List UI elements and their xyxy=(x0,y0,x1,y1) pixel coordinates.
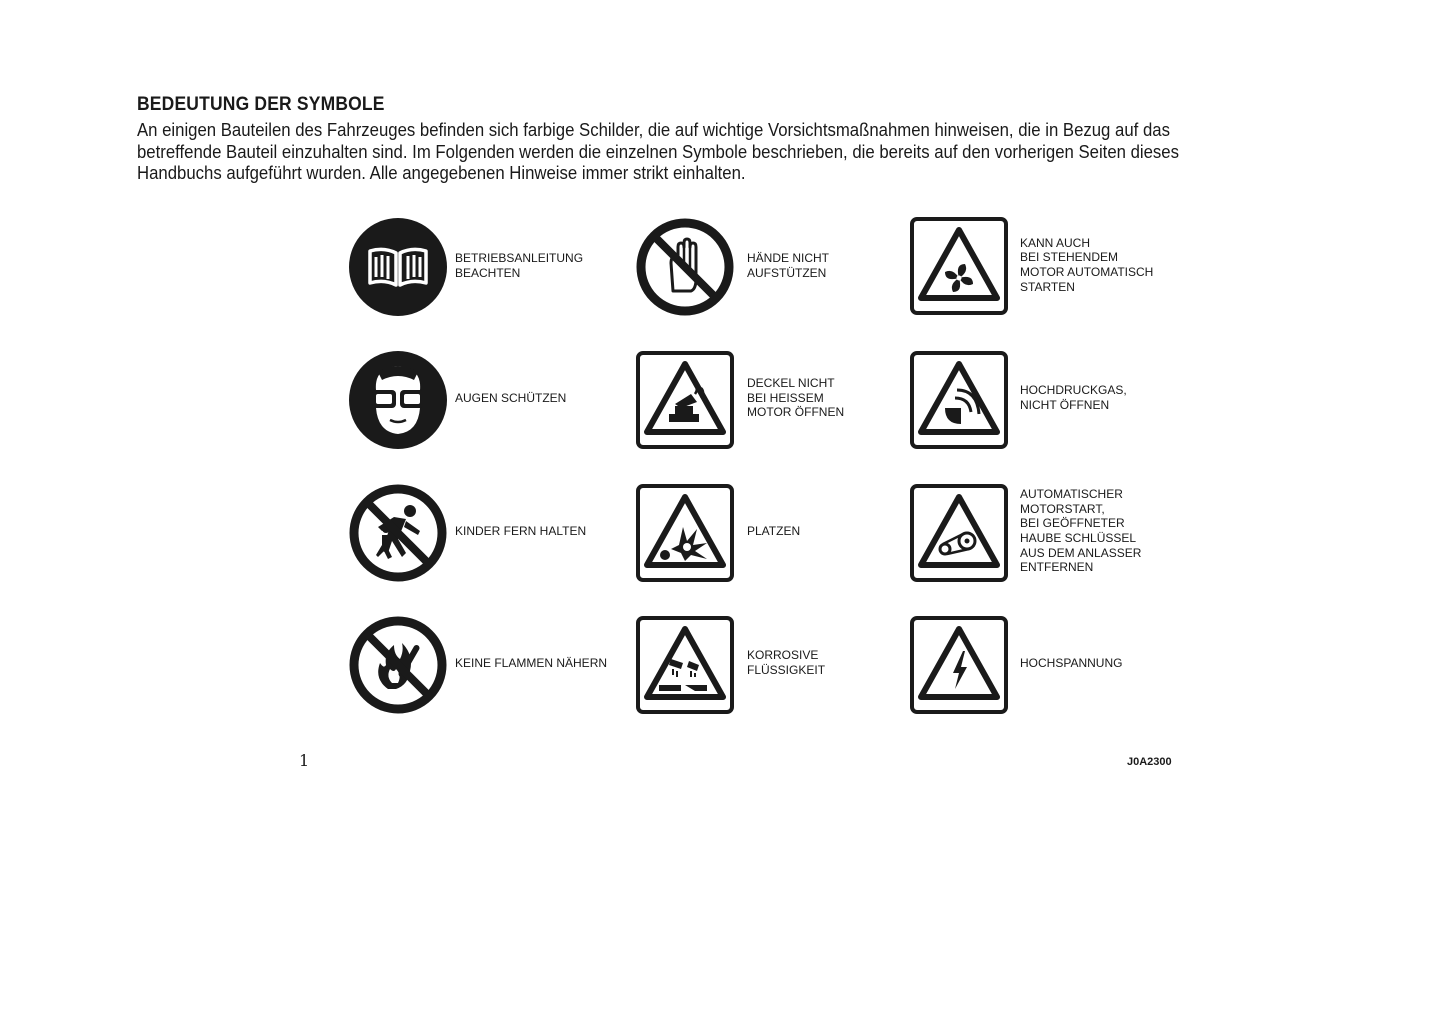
no-flames-icon xyxy=(348,615,448,715)
label-fan: KANN AUCH BEI STEHENDEM MOTOR AUTOMATISCH STARTEN xyxy=(1020,235,1154,294)
label-eyes: AUGEN SCHÜTZEN xyxy=(455,390,567,405)
high-voltage-warning-icon xyxy=(909,615,1009,715)
page-heading: BEDEUTUNG DER SYMBOLE xyxy=(137,94,385,115)
pressure-gas-warning-icon xyxy=(909,350,1009,450)
label-voltage: HOCHSPANNUNG xyxy=(1020,655,1123,670)
hot-cap-warning-icon xyxy=(635,350,735,450)
figure-code: J0A2300 xyxy=(1127,756,1172,768)
intro-paragraph: An einigen Bauteilen des Fahrzeuges befinden sich farbige Schilder, die auf wichtige Vorsichtsmaßnahmen hinweisen, die in Bezug auf das betreffende Bauteil einzuhalten sind. Im Folgenden werden die einzelnen Symbole beschrieben, die bereits auf den vorherigen Seiten dieses Handbuchs aufgeführt wurden. Alle angegebenen Hinweise immer strikt einhalten. xyxy=(137,120,1179,183)
label-hands: HÄNDE NICHT AUFSTÜTZEN xyxy=(747,251,830,280)
explosion-warning-icon xyxy=(635,483,735,583)
label-burst: PLATZEN xyxy=(747,523,801,538)
fan-warning-icon xyxy=(909,216,1009,316)
label-flames: KEINE FLAMMEN NÄHERN xyxy=(455,655,608,670)
no-hand-icon xyxy=(635,217,735,317)
corrosive-warning-icon xyxy=(635,615,735,715)
label-gas: HOCHDRUCKGAS, NICHT ÖFFNEN xyxy=(1020,383,1127,412)
label-manual: BETRIEBSANLEITUNG BEACHTEN xyxy=(455,251,584,280)
book-icon xyxy=(348,217,448,317)
label-autostart: AUTOMATISCHER MOTORSTART, BEI GEÖFFNETER HAUBE SCHLÜSSEL AUS DEM ANLASSER ENTFERNEN xyxy=(1020,487,1142,575)
label-children: KINDER FERN HALTEN xyxy=(455,523,587,538)
label-cap: DECKEL NICHT BEI HEISSEM MOTOR ÖFFNEN xyxy=(747,376,845,420)
belt-warning-icon xyxy=(909,483,1009,583)
label-corrosive: KORROSIVE FLÜSSIGKEIT xyxy=(747,648,826,677)
no-children-icon xyxy=(348,483,448,583)
page-number: 1 xyxy=(299,751,310,770)
goggles-face-icon xyxy=(348,350,448,450)
